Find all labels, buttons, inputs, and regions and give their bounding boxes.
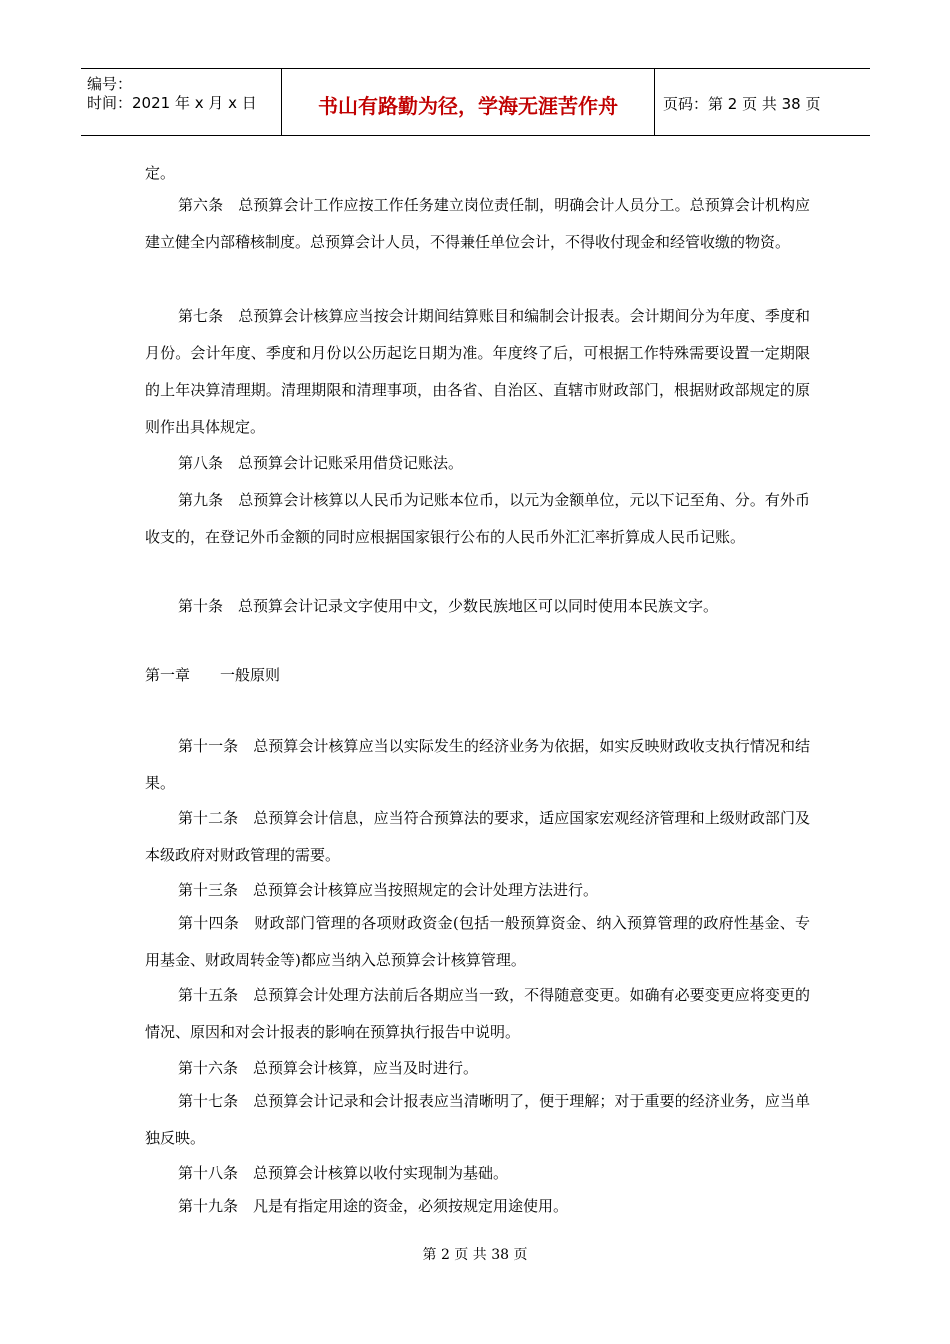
article-16: 第十六条 总预算会计核算，应当及时进行。 bbox=[178, 1059, 479, 1077]
article-14: 第十四条 财政部门管理的各项财政资金(包括一般预算资金、纳入预算管理的政府性基金、专用基金、财政周转金等)都应当纳入总预算会计核算管理。 bbox=[145, 914, 810, 969]
article-12: 第十二条 总预算会计信息，应当符合预算法的要求，适应国家宏观经济管理和上级财政部门及本级政府对财政管理的需要。 bbox=[145, 809, 810, 864]
article-11: 第十一条 总预算会计核算应当以实际发生的经济业务为依据，如实反映财政收支执行情况和结果。 bbox=[145, 737, 810, 792]
serial-label: 编号： bbox=[87, 75, 133, 93]
page-info: 页码：第 2 页 共 38 页 bbox=[663, 95, 821, 113]
time-line: 时间：2021 年 x 月 x 日 bbox=[87, 94, 257, 112]
article-18: 第十八条 总预算会计核算以收付实现制为基础。 bbox=[178, 1164, 509, 1182]
article-6: 第六条 总预算会计工作应按工作任务建立岗位责任制，明确会计人员分工。总预算会计机构应建立健全内部稽核制度。总预算会计人员，不得兼任单位会计，不得收付现金和经管收缴的物资。 bbox=[145, 196, 810, 251]
article-8: 第八条 总预算会计记账采用借贷记账法。 bbox=[178, 454, 464, 472]
article-15: 第十五条 总预算会计处理方法前后各期应当一致，不得随意变更。如确有必要变更应将变更的情况、原因和对会计报表的影响在预算执行报告中说明。 bbox=[145, 986, 810, 1041]
article-7: 第七条 总预算会计核算应当按会计期间结算账目和编制会计报表。会计期间分为年度、季度和月份。会计年度、季度和月份以公历起讫日期为准。年度终了后，可根据工作特殊需要设置一定期限的上年决算清理期。清理期限和清理事项，由各省、自治区、直辖市财政部门，根据财政部规定的原则作出具体规定。 bbox=[145, 307, 810, 436]
header-motto-cell bbox=[282, 69, 655, 135]
article-9: 第九条 总预算会计核算以人民币为记账本位币，以元为金额单位，元以下记至角、分。有外币收支的，在登记外币金额的同时应根据国家银行公布的人民币外汇汇率折算成人民币记账。 bbox=[145, 491, 810, 546]
article-19: 第十九条 凡是有指定用途的资金，必须按规定用途使用。 bbox=[178, 1197, 569, 1215]
article-10: 第十条 总预算会计记录文字使用中文，少数民族地区可以同时使用本民族文字。 bbox=[178, 597, 719, 615]
header-page-cell bbox=[655, 69, 870, 135]
header-meta-cell bbox=[81, 69, 282, 135]
page-header bbox=[81, 68, 870, 136]
chapter-heading: 第一章 一般原则 bbox=[145, 666, 281, 684]
page-footer: 第 2 页 共 38 页 bbox=[422, 1247, 528, 1263]
article-17: 第十七条 总预算会计记录和会计报表应当清晰明了，便于理解；对于重要的经济业务，应当单独反映。 bbox=[145, 1092, 810, 1147]
paragraph: 定。 bbox=[145, 164, 176, 182]
motto: 书山有路勤为径，学海无涯苦作舟 bbox=[318, 94, 618, 118]
article-13: 第十三条 总预算会计核算应当按照规定的会计处理方法进行。 bbox=[178, 881, 599, 899]
